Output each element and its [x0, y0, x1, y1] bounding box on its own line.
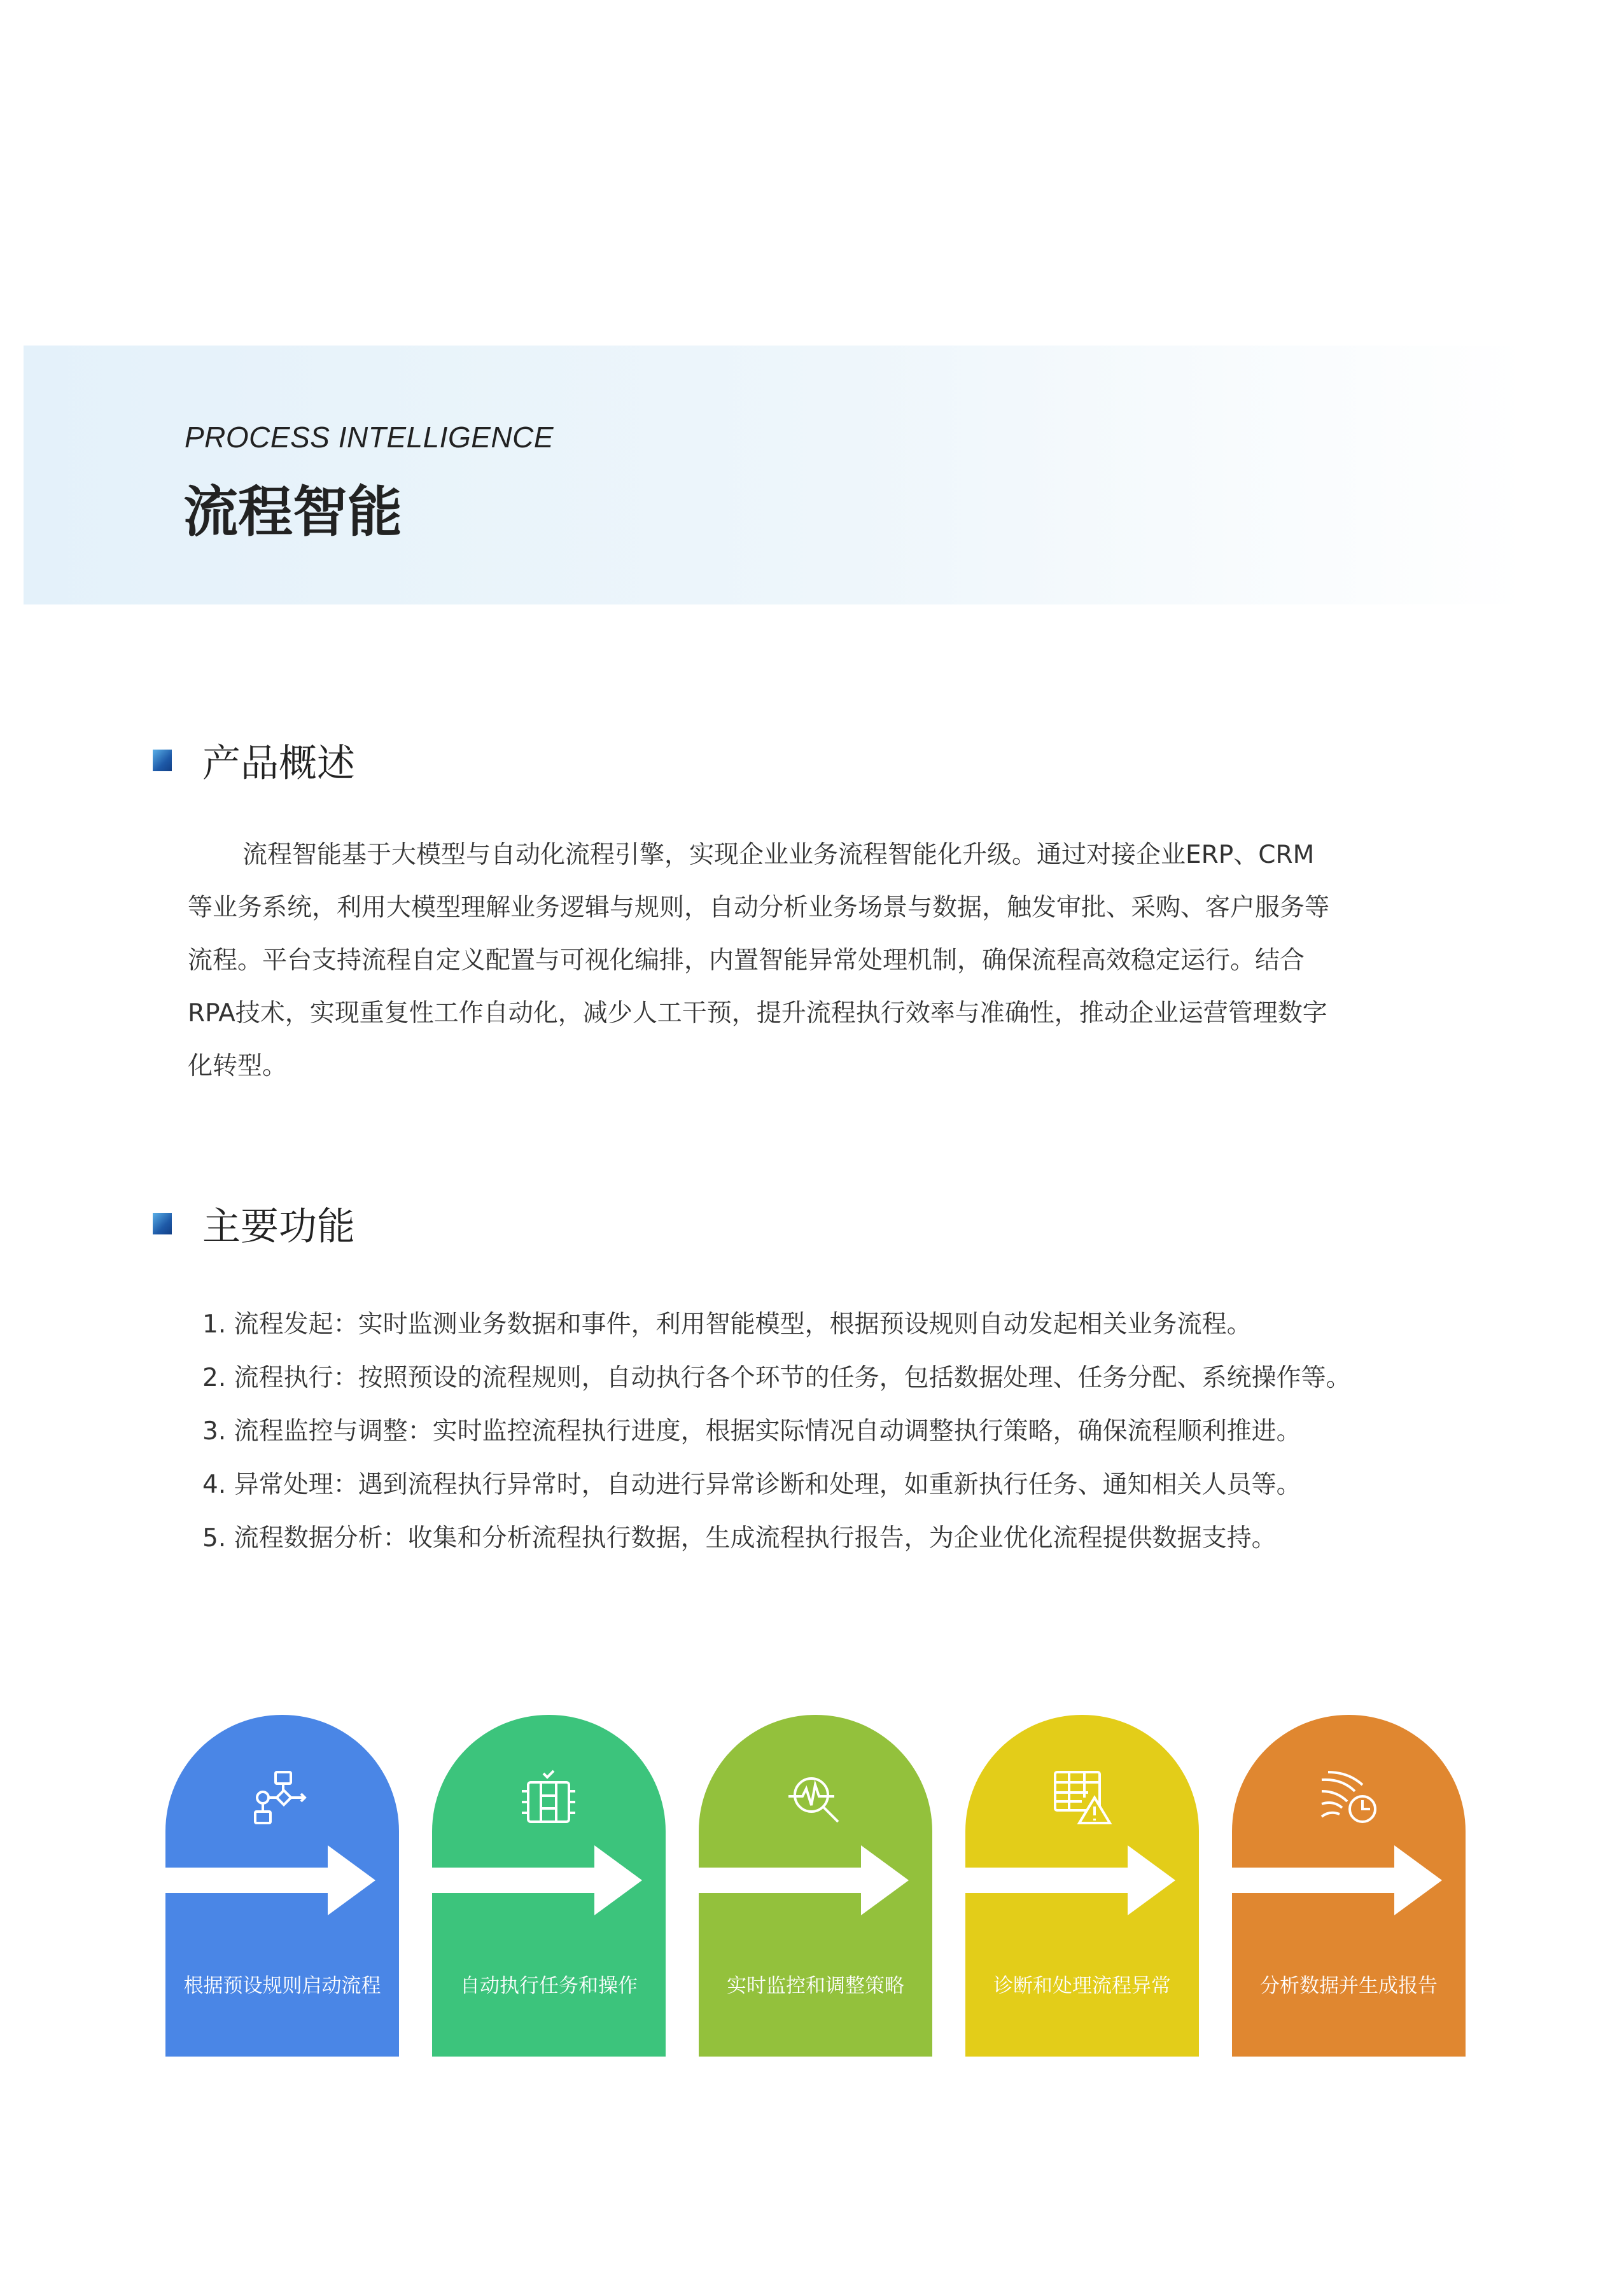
server-check-icon	[517, 1766, 580, 1829]
overview-heading	[153, 733, 355, 788]
flow-card-label: 实时监控和调整策略	[727, 1974, 904, 1997]
arrow-icon	[699, 1845, 909, 1915]
arrow-icon	[965, 1845, 1175, 1915]
overview-paragraph	[188, 828, 1435, 1093]
table-warning-icon	[1050, 1766, 1114, 1829]
overview-line: RPA技术，实现重复性工作自动化，减少人工干预，提升流程执行效率与准确性，推动企业运营管理数字	[188, 999, 1327, 1028]
feature-item: 1. 流程发起：实时监测业务数据和事件，利用智能模型，根据预设规则自动发起相关业务流程。	[202, 1310, 1252, 1339]
feature-item: 5. 流程数据分析：收集和分析流程执行数据，生成流程执行报告，为企业优化流程提供数据支持。	[202, 1524, 1277, 1553]
header-title-cn: 流程智能	[183, 480, 402, 544]
section-marker-icon	[153, 750, 172, 771]
feature-item: 4. 异常处理：遇到流程执行异常时，自动进行异常诊断和处理，如重新执行任务、通知相关人员等。	[202, 1471, 1301, 1499]
features-heading	[153, 1196, 355, 1251]
flow-card	[1232, 1715, 1466, 2057]
arrow-icon	[165, 1845, 375, 1915]
overview-line: 流程。平台支持流程自定义配置与可视化编排，内置智能异常处理机制，确保流程高效稳定运行。结合	[188, 946, 1305, 975]
arrow-icon	[1232, 1845, 1442, 1915]
overview-line: 流程智能基于大模型与自动化流程引擎，实现企业业务流程智能化升级。通过对接企业ERP、CRM	[242, 841, 1315, 869]
flow-card-label: 诊断和处理流程异常	[993, 1974, 1171, 1997]
flow-card	[965, 1715, 1199, 2057]
flow-card	[699, 1715, 932, 2057]
feature-list	[202, 1298, 1475, 1565]
flow-card	[165, 1715, 399, 2057]
flow-card-label: 分析数据并生成报告	[1260, 1974, 1438, 1997]
features-title: 主要功能	[202, 1205, 355, 1249]
feature-item: 2. 流程执行：按照预设的流程规则，自动执行各个环节的任务，包括数据处理、任务分配、系统操作等。	[202, 1364, 1351, 1392]
overview-line: 等业务系统，利用大模型理解业务逻辑与规则，自动分析业务场景与数据，触发审批、采购、客户服务等	[188, 893, 1330, 922]
flow-card	[432, 1715, 666, 2057]
flow-card-label: 自动执行任务和操作	[460, 1974, 638, 1997]
workflow-icon	[250, 1766, 314, 1829]
flow-card-label: 根据预设规则启动流程	[183, 1974, 381, 1997]
overview-title: 产品概述	[202, 741, 355, 786]
analytics-report-icon	[1317, 1766, 1380, 1829]
overview-line: 化转型。	[188, 1052, 288, 1080]
section-marker-icon	[153, 1213, 172, 1234]
arrow-icon	[432, 1845, 642, 1915]
monitor-search-icon	[783, 1766, 847, 1829]
header-title-en: PROCESS INTELLIGENCE	[185, 421, 554, 454]
feature-item: 3. 流程监控与调整：实时监控流程执行进度，根据实际情况自动调整执行策略，确保流程顺利推进。	[202, 1417, 1301, 1446]
